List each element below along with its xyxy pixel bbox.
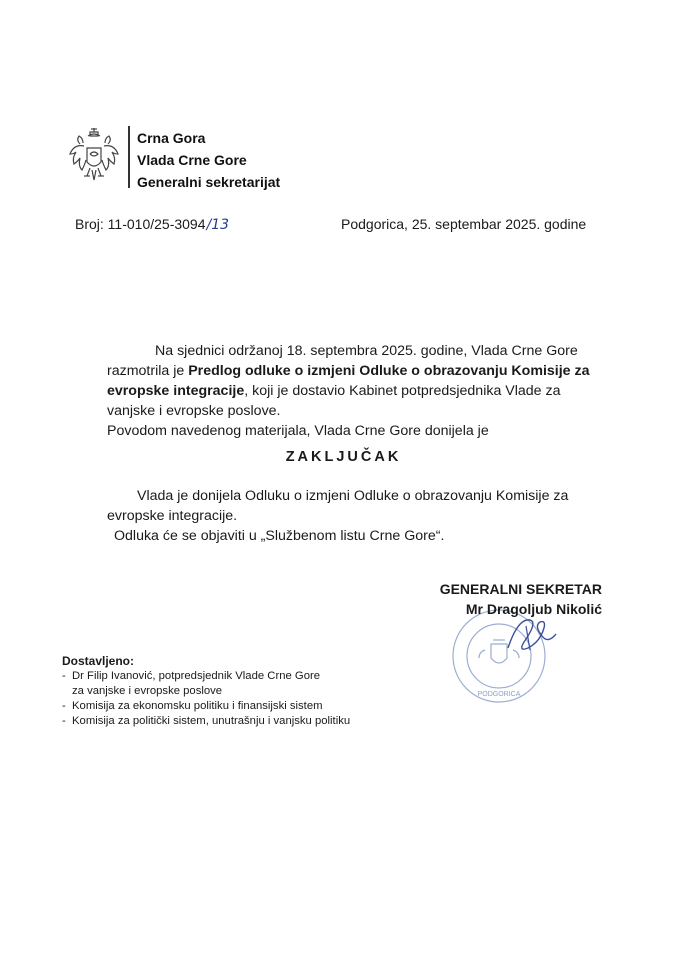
coat-of-arms-icon	[66, 126, 122, 186]
materials-paragraph: Povodom navedenog materijala, Vlada Crne Gore donijela je	[107, 423, 489, 439]
reference-number-text: Broj: 11-010/25-3094	[75, 216, 206, 232]
org-line-government: Vlada Crne Gore	[137, 152, 247, 168]
conclusion-heading: ZAKLJUČAK	[285, 449, 402, 465]
header-divider	[128, 126, 130, 188]
signer-role: GENERALNI SEKRETAR	[439, 581, 602, 597]
document-date: Podgorica, 25. septembar 2025. godine	[341, 216, 587, 232]
organization-block	[137, 127, 280, 193]
list-item-continuation: za vanjske i evropske poslove	[72, 685, 223, 697]
svg-text:PODGORICA: PODGORICA	[477, 691, 521, 698]
decision-text: Vlada je donijela Odluku o izmjeni Odluke o obrazovanju Komisije za evropske integracije.	[107, 488, 569, 524]
distribution-title: Dostavljeno:	[62, 654, 135, 668]
reference-number	[75, 216, 229, 233]
org-line-country: Crna Gora	[137, 130, 206, 146]
conclusion-paragraph	[107, 486, 597, 546]
intro-paragraph	[107, 341, 597, 441]
list-item: - Komisija za politički sistem, unutrašnju i vanjsku politiku	[62, 714, 350, 729]
intro-text-b: , koji je dostavio Kabinet potpredsjednika Vlade za vanjske i evropske poslove.	[107, 383, 561, 419]
handwritten-suffix: /13	[206, 217, 230, 233]
list-item: - Dr Filip Ivanović, potpredsjednik Vlade Crne Gore za vanjske i evropske poslove	[62, 669, 350, 699]
intro-text-a: Na sjednici održanoj 18. septembra 2025. godine, Vlada Crne Gore razmotrila je	[107, 343, 578, 379]
signature-block	[440, 579, 602, 619]
org-line-secretariat: Generalni sekretarijat	[137, 174, 281, 190]
intro-text-bold: Predlog odluke o izmjeni Odluke o obrazovanju Komisije za evropske integracije	[107, 363, 590, 399]
distribution-list	[62, 654, 350, 729]
list-item: - Komisija za ekonomsku politiku i finansijski sistem	[62, 699, 350, 714]
signer-name: Mr Dragoljub Nikolić	[465, 601, 602, 617]
publication-text: Odluka će se objaviti u „Službenom listu Crne Gore“.	[114, 528, 445, 544]
